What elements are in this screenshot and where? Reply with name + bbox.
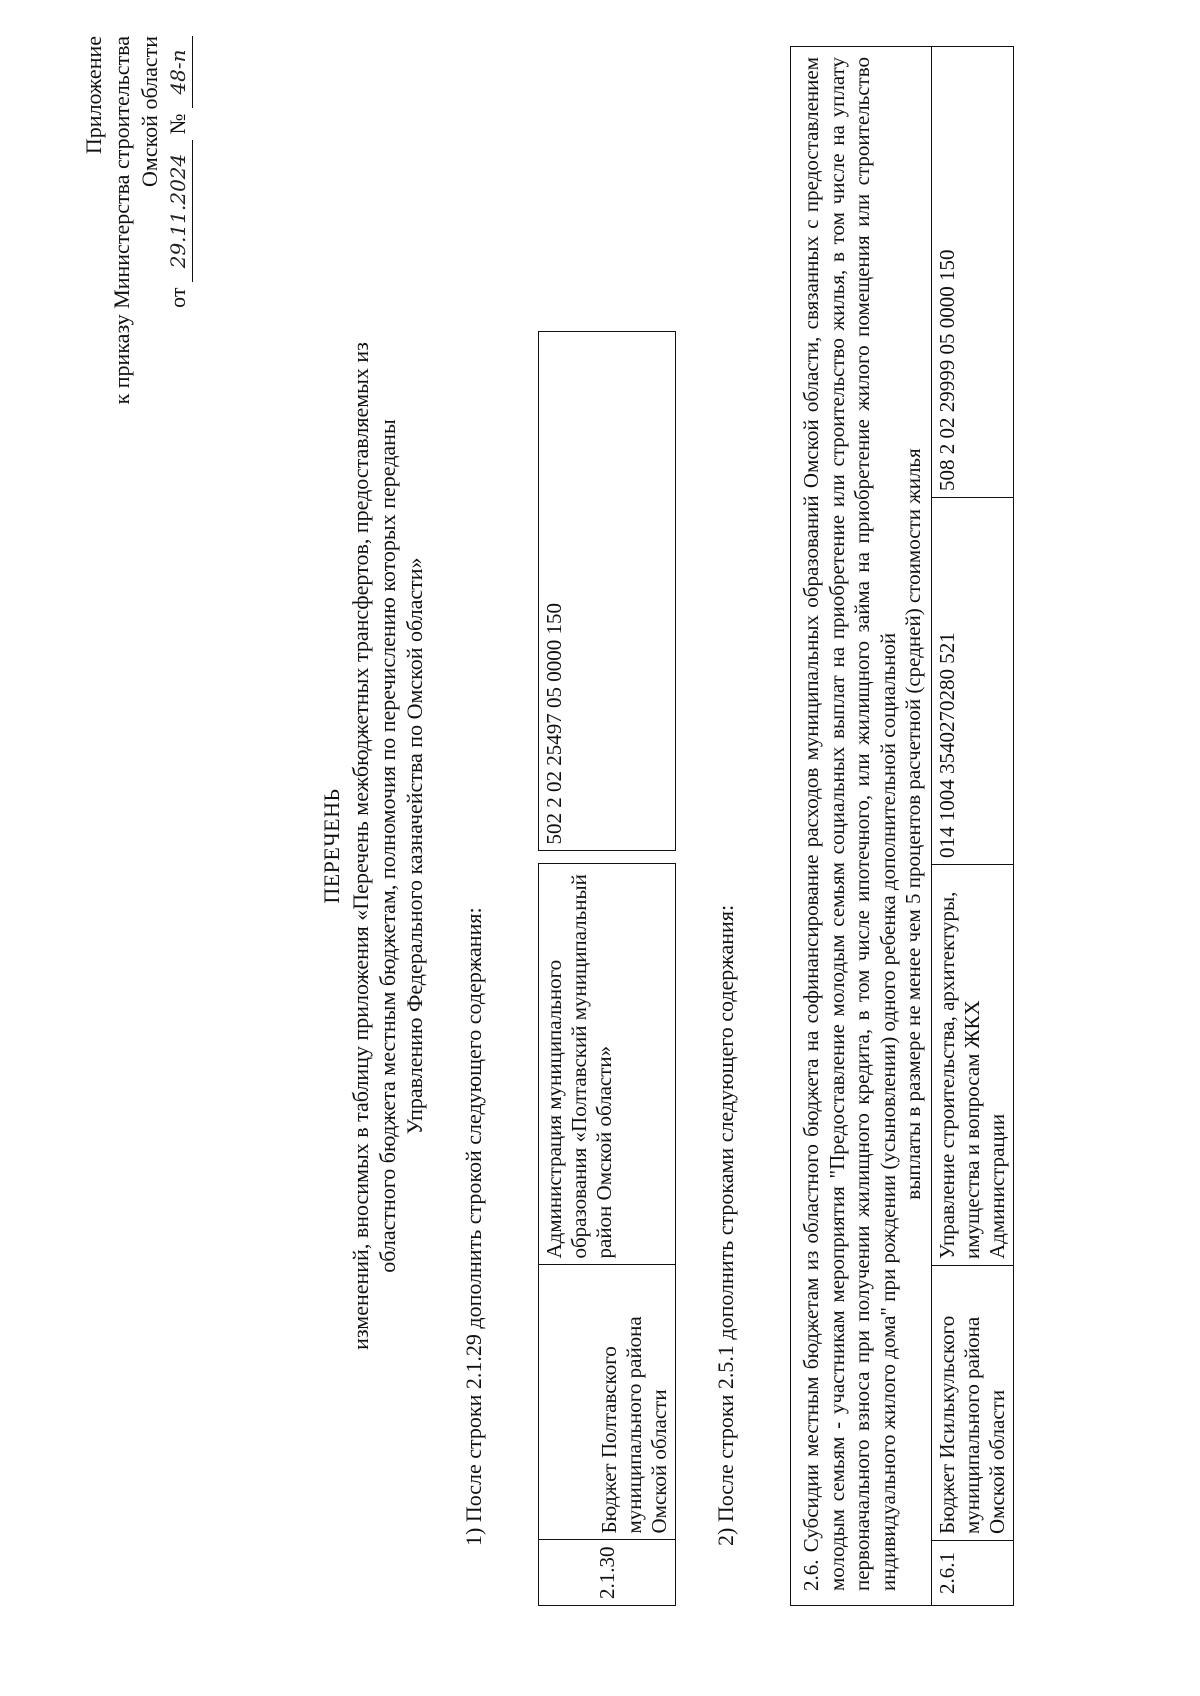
administrator-name: Управление строительства, архитектуры, имущества и вопросам ЖКХ Администрации (931, 865, 1013, 1266)
title-line-1: изменений, вносимых в таблицу приложения «Перечень межбюджетных трансфертов, предоставляемых из (348, 342, 373, 1350)
table-row (931, 47, 1013, 1606)
budget-name: Бюджет Исилькульского муниципального района Омской области (931, 1266, 1013, 1541)
handwritten-number: 48-п (164, 36, 193, 108)
title-line-3: Управлению Федерального казначейства по Омской области» (402, 557, 427, 1135)
empty-cell (539, 851, 676, 864)
classification-code: 508 2 02 29999 05 0000 150 (931, 47, 1013, 498)
table-rows-2-6 (790, 46, 1014, 1606)
date-prefix: от (165, 287, 190, 308)
header-date-number (164, 36, 193, 456)
budget-name: Бюджет Полтавского муниципального района Омской области (539, 1265, 676, 1540)
subsidy-description (791, 47, 932, 1606)
header-region: Омской области (137, 36, 162, 187)
header-order-ministry: к приказу Министерства строительства (109, 36, 134, 405)
handwritten-date: 29.11.2024 (164, 140, 193, 282)
table-row-2-1-30 (538, 331, 676, 1606)
document-title: ПЕРЕЧЕНЬ (319, 788, 344, 904)
row-number: 2.1.30 (539, 1540, 676, 1606)
subsidy-text-end: выплаты в размере не менее чем 5 процентов расчетной (средней) стоимости жилья (901, 448, 925, 1200)
title-line-2: областного бюджета местным бюджетам, полномочия по перечислению которых переданы (375, 419, 400, 1273)
classification-code: 502 2 02 25497 05 0000 150 (539, 332, 676, 852)
row-number: 2.6.1 (931, 1541, 1013, 1606)
subsidy-text: 2.6. Субсидии местным бюджетам из областного бюджета на софинансирование расходов муниципальных образований Омской области, связанных с предоставлением молодым семьям - участникам мероприятия "Предоставление молодым семьям социальных выплат на приобретение или строительство жилья, в том числе на уплату первоначального взноса при получении жилищного кредита, в том числе ипотечного, или жилищного займа на приобретение жилого помещения или строительство индивидуального жилого дома" при рождении (усыновлении) одного ребенка дополнительной социальной (799, 57, 900, 1591)
section-1-intro: 1) После строки 2.1.29 дополнить строкой следующего содержания: (461, 907, 486, 1546)
header-appendix: Приложение (81, 36, 106, 155)
budget-classification-code: 014 1004 3540270280 521 (931, 498, 1013, 865)
document-title-block (318, 296, 428, 1396)
number-prefix: № (165, 113, 190, 135)
section-2-intro: 2) После строки 2.5.1 дополнить строками следующего содержания: (713, 904, 738, 1546)
administrator-name: Администрация муниципального образования «Полтавский муниципальный район Омской области» (539, 864, 676, 1265)
table-row (539, 332, 676, 1606)
table-row (791, 47, 932, 1606)
approval-header (80, 36, 193, 456)
